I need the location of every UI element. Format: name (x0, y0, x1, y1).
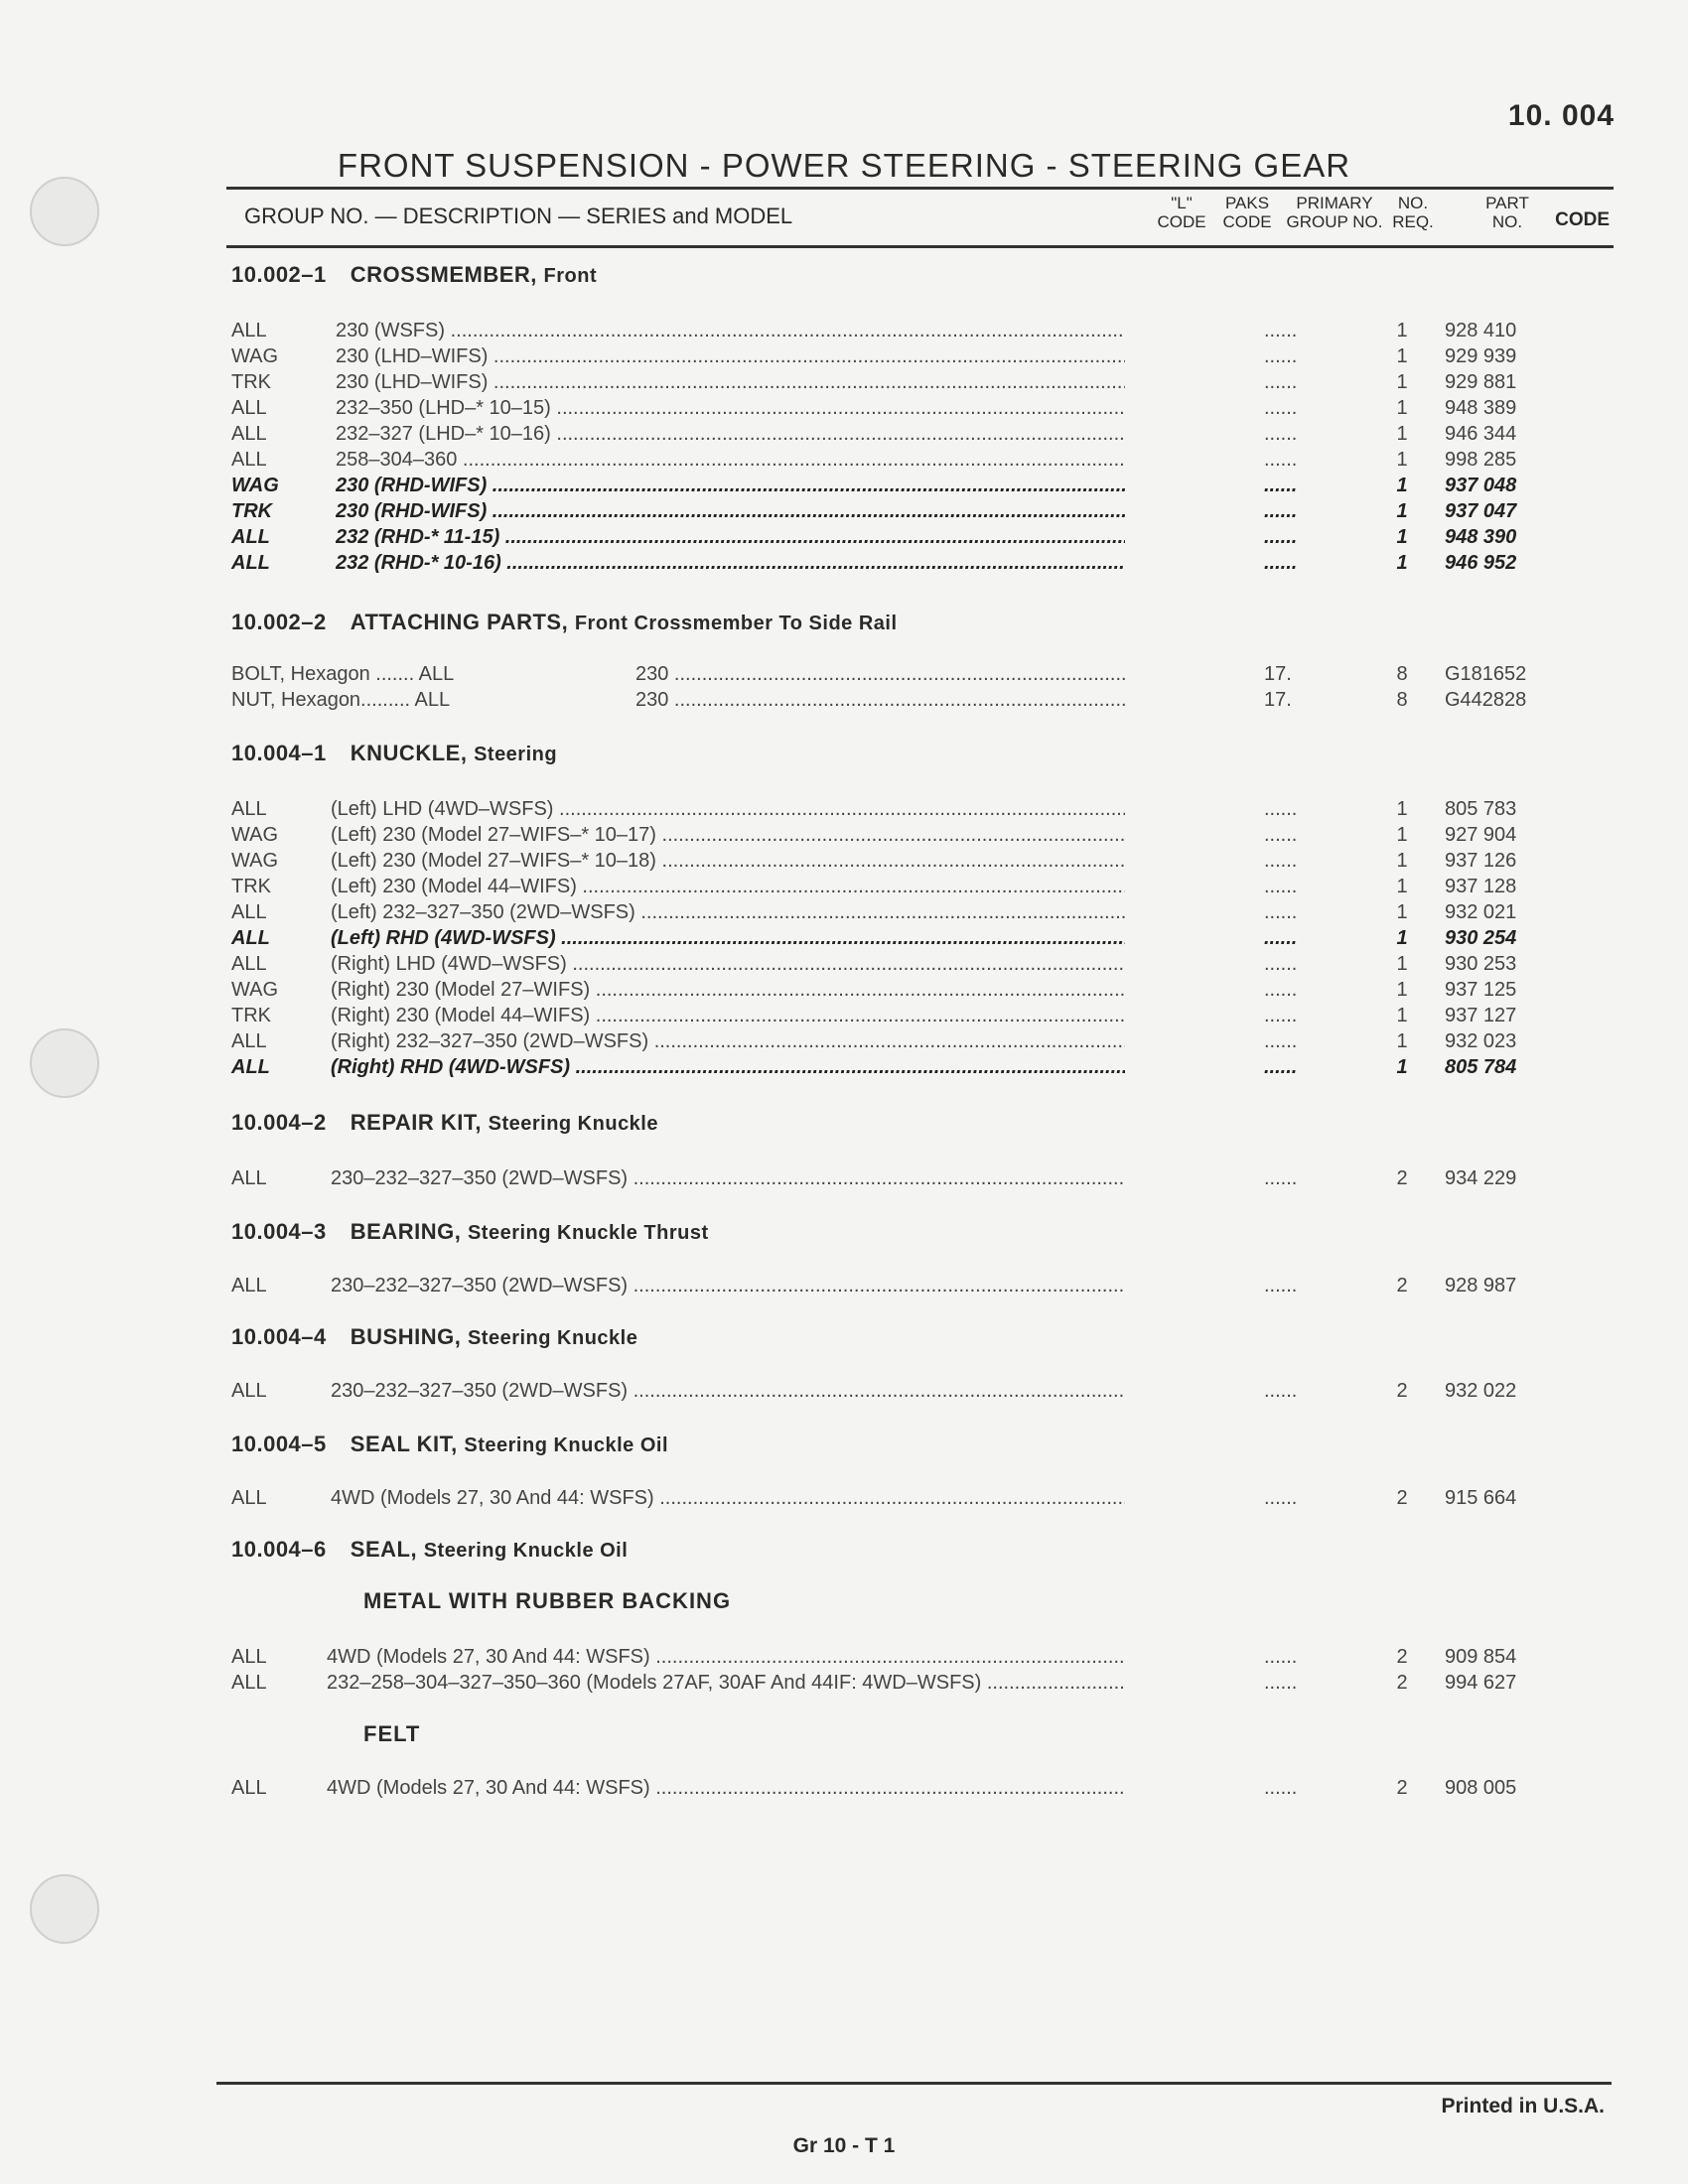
table-row: ALL 258–304–360 ..... ...... 1 998 285 (231, 449, 1542, 475)
printed-note: Printed in U.S.A. (1441, 2095, 1605, 2117)
page-title: FRONT SUSPENSION - POWER STEERING - STEERING GEAR (337, 147, 1351, 184)
table-row: ALL 232–350 (LHD–* 10–15) ..... ...... 1 948 389 (231, 397, 1542, 423)
binder-hole-bottom (30, 1874, 99, 1944)
table-row: WAG 230 (RHD-WIFS) ..... ...... 1 937 048 (231, 475, 1542, 500)
footer-divider (216, 2082, 1612, 2085)
table-row: ALL 230–232–327–350 (2WD–WSFS) ..... ...... 2 932 022 (231, 1380, 1542, 1406)
table-row: ALL (Left) LHD (4WD–WSFS) ..... ...... 1 805 783 (231, 798, 1542, 824)
table-row: ALL 232–258–304–327–350–360 (Models 27AF, 30AF And 44IF: 4WD–WSFS) ..... ...... 2 994 627 (231, 1672, 1542, 1698)
binder-hole-top (30, 177, 99, 246)
section-heading: 10.004–4 BUSHING, Steering Knuckle (231, 1324, 638, 1349)
table-row: BOLT, Hexagon ....... ALL 230 ..... 17. 8 G181652 (231, 663, 1542, 689)
table-row: ALL (Right) 232–327–350 (2WD–WSFS) ..... ...... 1 932 023 (231, 1030, 1542, 1056)
table-row: NUT, Hexagon......... ALL 230 ..... 17. 8 G442828 (231, 689, 1542, 715)
section-heading: 10.002–2 ATTACHING PARTS, Front Crossmember To Side Rail (231, 610, 898, 634)
header-paks-code: PAKS CODE (1222, 194, 1272, 231)
table-row: ALL 230–232–327–350 (2WD–WSFS) ..... ...... 2 934 229 (231, 1167, 1542, 1193)
subheading: FELT (363, 1721, 421, 1746)
table-row: ALL (Left) RHD (4WD-WSFS) ..... ...... 1 930 254 (231, 927, 1542, 953)
section-heading: 10.004–5 SEAL KIT, Steering Knuckle Oil (231, 1432, 669, 1456)
table-row: ALL 230 (WSFS) ..... ...... 1 928 410 (231, 320, 1542, 345)
section-heading: 10.004–1 KNUCKLE, Steering (231, 741, 558, 765)
table-row: WAG (Right) 230 (Model 27–WIFS) ..... ...... 1 937 125 (231, 979, 1542, 1005)
section-heading: 10.002–1 CROSSMEMBER, Front (231, 262, 598, 287)
table-row: ALL (Right) LHD (4WD–WSFS) ..... ...... 1 930 253 (231, 953, 1542, 979)
table-row: ALL 232 (RHD-* 10-16) ..... ...... 1 946 952 (231, 552, 1542, 578)
table-row: ALL 4WD (Models 27, 30 And 44: WSFS) ..... ...... 2 915 664 (231, 1487, 1542, 1513)
table-row: TRK (Left) 230 (Model 44–WIFS) ..... ...... 1 937 128 (231, 876, 1542, 901)
page-number: 10. 004 (1507, 99, 1615, 132)
table-row: TRK 230 (RHD-WIFS) ..... ...... 1 937 047 (231, 500, 1542, 526)
section-heading: 10.004–3 BEARING, Steering Knuckle Thrust (231, 1219, 709, 1244)
header-description: GROUP NO. — DESCRIPTION — SERIES and MODEL (244, 204, 793, 228)
table-row: ALL 232 (RHD-* 11-15) ..... ...... 1 948 390 (231, 526, 1542, 552)
table-row: ALL (Right) RHD (4WD-WSFS) ..... ...... 1 805 784 (231, 1056, 1542, 1082)
section-heading: 10.004–2 REPAIR KIT, Steering Knuckle (231, 1110, 658, 1135)
header-primary-group: PRIMARY GROUP NO. (1286, 194, 1383, 231)
table-row: ALL 4WD (Models 27, 30 And 44: WSFS) ..... ...... 2 908 005 (231, 1777, 1542, 1803)
section-heading: 10.004–6 SEAL, Steering Knuckle Oil (231, 1537, 629, 1562)
header-l-code: "L" CODE (1157, 194, 1206, 231)
header-code: CODE (1555, 209, 1610, 230)
table-row: WAG 230 (LHD–WIFS) ..... ...... 1 929 939 (231, 345, 1542, 371)
table-row: ALL 4WD (Models 27, 30 And 44: WSFS) ..... ...... 2 909 854 (231, 1646, 1542, 1672)
column-header (226, 187, 1614, 248)
header-no-req: NO. REQ. (1392, 194, 1434, 231)
table-row: ALL 230–232–327–350 (2WD–WSFS) ..... ...... 2 928 987 (231, 1275, 1542, 1300)
table-row: WAG (Left) 230 (Model 27–WIFS–* 10–17) ..... ...... 1 927 904 (231, 824, 1542, 850)
table-row: TRK (Right) 230 (Model 44–WIFS) ..... ...... 1 937 127 (231, 1005, 1542, 1030)
header-part-no: PART NO. (1485, 194, 1529, 231)
page-footer: Gr 10 - T 1 (792, 2134, 896, 2157)
subheading: METAL WITH RUBBER BACKING (363, 1588, 732, 1613)
table-row: WAG (Left) 230 (Model 27–WIFS–* 10–18) ..... ...... 1 937 126 (231, 850, 1542, 876)
table-row: ALL 232–327 (LHD–* 10–16) ..... ...... 1 946 344 (231, 423, 1542, 449)
binder-hole-middle (30, 1028, 99, 1098)
table-row: TRK 230 (LHD–WIFS) ..... ...... 1 929 881 (231, 371, 1542, 397)
table-row: ALL (Left) 232–327–350 (2WD–WSFS) ..... ...... 1 932 021 (231, 901, 1542, 927)
